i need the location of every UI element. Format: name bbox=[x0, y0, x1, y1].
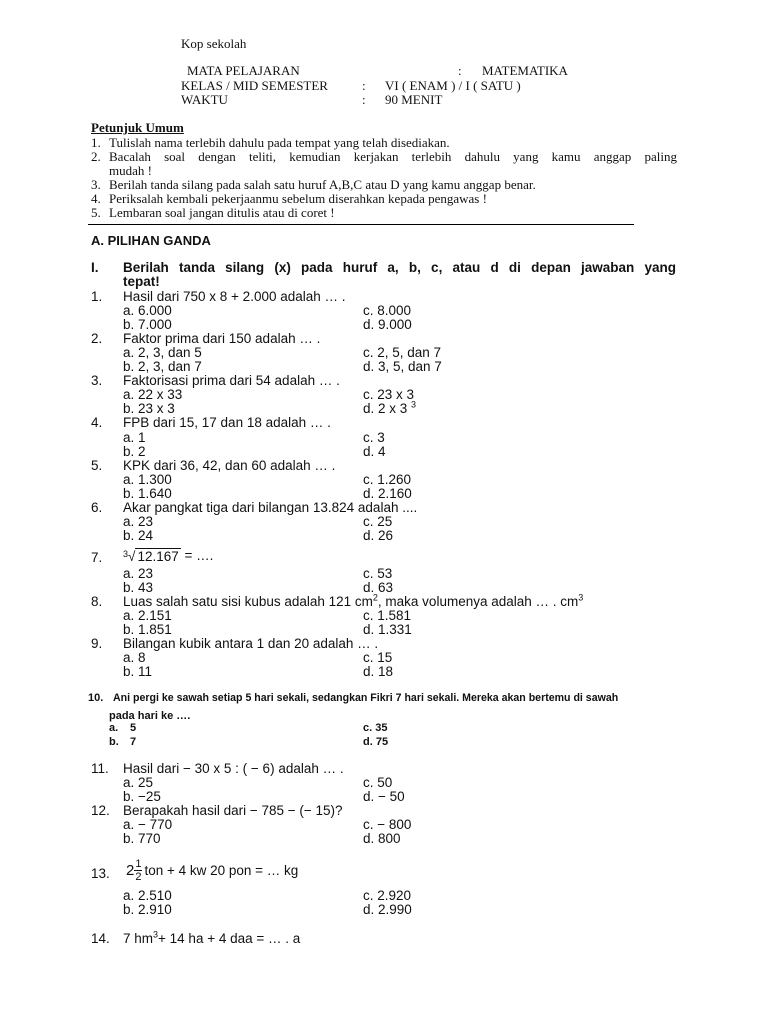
option-a: 5 bbox=[130, 722, 137, 734]
option-d: d. 9.000 bbox=[363, 317, 412, 332]
root-index: 3 bbox=[123, 548, 129, 559]
option-b: b. −25 bbox=[123, 789, 161, 804]
question-text-rest: ton + 4 kw 20 pon = … kg bbox=[144, 863, 299, 878]
instruction-text: Berilah tanda silang (x) pada huruf a, b, c, atau d di depan jawaban yang bbox=[123, 260, 676, 275]
petunjuk-num: 2. bbox=[91, 149, 101, 164]
option-b: b. 1.640 bbox=[123, 486, 172, 501]
option-c: c. − 800 bbox=[363, 817, 412, 832]
option-c: c. 1.260 bbox=[363, 472, 412, 487]
option-b: b. 7.000 bbox=[123, 317, 172, 332]
option-d-text: d. 2 x 3 bbox=[363, 401, 408, 416]
option-b: b. 2.910 bbox=[123, 902, 172, 917]
petunjuk-text: Lembaran soal jangan ditulis atau di coret ! bbox=[109, 205, 335, 220]
question-text-part1: 7 hm bbox=[123, 931, 154, 946]
mapel-label: MATA PELAJARAN bbox=[187, 63, 300, 78]
petunjuk-num: 1. bbox=[91, 135, 101, 150]
cube-root-expression bbox=[123, 549, 181, 564]
option-d: d. 3, 5, dan 7 bbox=[363, 359, 442, 374]
petunjuk-num: 3. bbox=[91, 177, 101, 192]
option-a: a. 23 bbox=[123, 566, 154, 581]
petunjuk-text-cont: mudah ! bbox=[109, 163, 152, 178]
section-title: A. PILIHAN GANDA bbox=[91, 233, 211, 248]
question-text: Faktorisasi prima dari 54 adalah … . bbox=[123, 373, 340, 388]
question-text-tail: = …. bbox=[180, 548, 214, 563]
question-number: 14. bbox=[91, 931, 110, 946]
option-d: d. − 50 bbox=[363, 789, 405, 804]
option-c: c. 15 bbox=[363, 650, 393, 665]
question-text: Hasil dari 750 x 8 + 2.000 adalah … . bbox=[123, 289, 346, 304]
question-number: 11. bbox=[91, 761, 109, 776]
option-b: b. 2, 3, dan 7 bbox=[123, 359, 202, 374]
mapel-colon: : bbox=[458, 63, 462, 78]
petunjuk-text: Periksalah kembali pekerjaanmu sebelum diserahkan kepada pengawas ! bbox=[109, 191, 487, 206]
option-a: a. 25 bbox=[123, 775, 154, 790]
option-c: c. 23 x 3 bbox=[363, 387, 415, 402]
question-text-part1: Luas salah satu sisi kubus adalah 121 cm bbox=[123, 594, 373, 609]
question-text: Bilangan kubik antara 1 dan 20 adalah … . bbox=[123, 636, 379, 651]
option-b: b. 1.851 bbox=[123, 622, 172, 637]
option-d: d. 63 bbox=[363, 580, 394, 595]
option-d-exponent: 3 bbox=[411, 399, 417, 410]
option-a: a. − 770 bbox=[123, 817, 173, 832]
option-b: b. 43 bbox=[123, 580, 154, 595]
option-c: c. 25 bbox=[363, 514, 393, 529]
petunjuk-num: 4. bbox=[91, 191, 101, 206]
option-c: c. 1.581 bbox=[363, 608, 412, 623]
exponent-2: 2 bbox=[372, 592, 378, 603]
radical-sign: √ bbox=[128, 548, 136, 564]
mixed-number-whole: 2 bbox=[126, 862, 135, 879]
question-number: 2. bbox=[91, 331, 103, 346]
option-b-letter: b. bbox=[109, 736, 119, 748]
question-text-cont: pada hari ke …. bbox=[109, 710, 191, 722]
kelas-value: VI ( ENAM ) / I ( SATU ) bbox=[385, 78, 521, 93]
option-d: d. 2.990 bbox=[363, 902, 412, 917]
option-a: a. 8 bbox=[123, 650, 146, 665]
option-d: d. 800 bbox=[363, 831, 401, 846]
question-number: 9. bbox=[91, 636, 103, 651]
radicand: 12.167 bbox=[137, 548, 179, 564]
petunjuk-text: Tulislah nama terlebih dahulu pada tempat yang telah disediakan. bbox=[109, 135, 450, 150]
question-text-part2: , maka volumenya adalah … . cm bbox=[377, 594, 579, 609]
mapel-value: MATEMATIKA bbox=[482, 63, 568, 78]
petunjuk-text: Bacalah soal dengan teliti, kemudian kerjakan terlebih dahulu yang kamu anggap paling bbox=[109, 149, 677, 164]
waktu-colon: : bbox=[362, 92, 366, 107]
question-number: 5. bbox=[91, 458, 103, 473]
waktu-label: WAKTU bbox=[181, 92, 228, 107]
option-d: d. 18 bbox=[363, 664, 394, 679]
option-b: b. 24 bbox=[123, 528, 154, 543]
question-text-part2: + 14 ha + 4 daa = … . a bbox=[158, 931, 301, 946]
option-a: a. 23 bbox=[123, 514, 154, 529]
question-number: 4. bbox=[91, 415, 103, 430]
option-b: 7 bbox=[130, 736, 137, 748]
question-text: Hasil dari − 30 x 5 : ( − 6) adalah … . bbox=[123, 761, 344, 776]
option-a: a. 6.000 bbox=[123, 303, 172, 318]
exponent-3: 3 bbox=[153, 929, 159, 940]
option-c: c. 8.000 bbox=[363, 303, 412, 318]
fraction-numerator: 1 bbox=[135, 858, 142, 870]
option-c: c. 2.920 bbox=[363, 888, 412, 903]
kop-sekolah: Kop sekolah bbox=[181, 36, 247, 51]
petunjuk-title: Petunjuk Umum bbox=[91, 120, 184, 135]
question-text bbox=[123, 548, 213, 564]
petunjuk-num: 5. bbox=[91, 205, 101, 220]
option-a: a. 22 x 33 bbox=[123, 387, 183, 402]
kelas-label: KELAS / MID SEMESTER bbox=[181, 78, 328, 93]
option-a: a. 2.510 bbox=[123, 888, 172, 903]
exponent-3: 3 bbox=[578, 592, 584, 603]
question-text: Faktor prima dari 150 adalah … . bbox=[123, 331, 321, 346]
option-c: c. 50 bbox=[363, 775, 393, 790]
option-b: b. 2 bbox=[123, 444, 146, 459]
option-c: c. 3 bbox=[363, 430, 385, 445]
question-text bbox=[123, 594, 583, 609]
petunjuk-text: Berilah tanda silang pada salah satu huruf A,B,C atau D yang kamu anggap benar. bbox=[109, 177, 536, 192]
option-d: d. 4 bbox=[363, 444, 386, 459]
option-c: c. 2, 5, dan 7 bbox=[363, 345, 442, 360]
option-a: a. 2.151 bbox=[123, 608, 172, 623]
option-a: a. 1 bbox=[123, 430, 146, 445]
option-d: d. 1.331 bbox=[363, 622, 412, 637]
question-number: 1. bbox=[91, 289, 103, 304]
question-text bbox=[126, 858, 298, 883]
option-c: c. 53 bbox=[363, 566, 393, 581]
question-number: 7. bbox=[91, 550, 103, 565]
question-number: 13. bbox=[91, 866, 110, 881]
question-number: 12. bbox=[91, 803, 110, 818]
waktu-value: 90 MENIT bbox=[385, 92, 443, 107]
kelas-colon: : bbox=[362, 78, 366, 93]
question-number: 3. bbox=[91, 373, 103, 388]
option-d: d. 75 bbox=[363, 736, 389, 748]
divider-line bbox=[88, 224, 634, 225]
question-text: Berapakah hasil dari − 785 − (− 15)? bbox=[123, 803, 343, 818]
option-c: c. 35 bbox=[363, 722, 388, 734]
question-text: FPB dari 15, 17 dan 18 adalah … . bbox=[123, 415, 331, 430]
question-text: Akar pangkat tiga dari bilangan 13.824 adalah .... bbox=[123, 500, 418, 515]
question-text bbox=[123, 931, 300, 946]
option-a: a. 1.300 bbox=[123, 472, 172, 487]
instruction-num: I. bbox=[91, 260, 99, 275]
option-b: b. 11 bbox=[123, 664, 153, 679]
option-d bbox=[363, 401, 416, 416]
option-d: d. 26 bbox=[363, 528, 394, 543]
option-a: a. 2, 3, dan 5 bbox=[123, 345, 202, 360]
instruction-text-cont: tepat! bbox=[123, 274, 160, 289]
question-text: Ani pergi ke sawah setiap 5 hari sekali, sedangkan Fikri 7 hari sekali. Mereka akan bertemu di sawah bbox=[113, 692, 619, 704]
question-number: 6. bbox=[91, 500, 103, 515]
option-b: b. 23 x 3 bbox=[123, 401, 175, 416]
question-text: KPK dari 36, 42, dan 60 adalah … . bbox=[123, 458, 336, 473]
question-number: 8. bbox=[91, 594, 103, 609]
fraction-denominator: 2 bbox=[135, 871, 142, 883]
fraction bbox=[134, 858, 142, 883]
option-a-letter: a. bbox=[109, 722, 119, 734]
question-number: 10. bbox=[88, 692, 104, 704]
option-d: d. 2.160 bbox=[363, 486, 412, 501]
option-b: b. 770 bbox=[123, 831, 161, 846]
